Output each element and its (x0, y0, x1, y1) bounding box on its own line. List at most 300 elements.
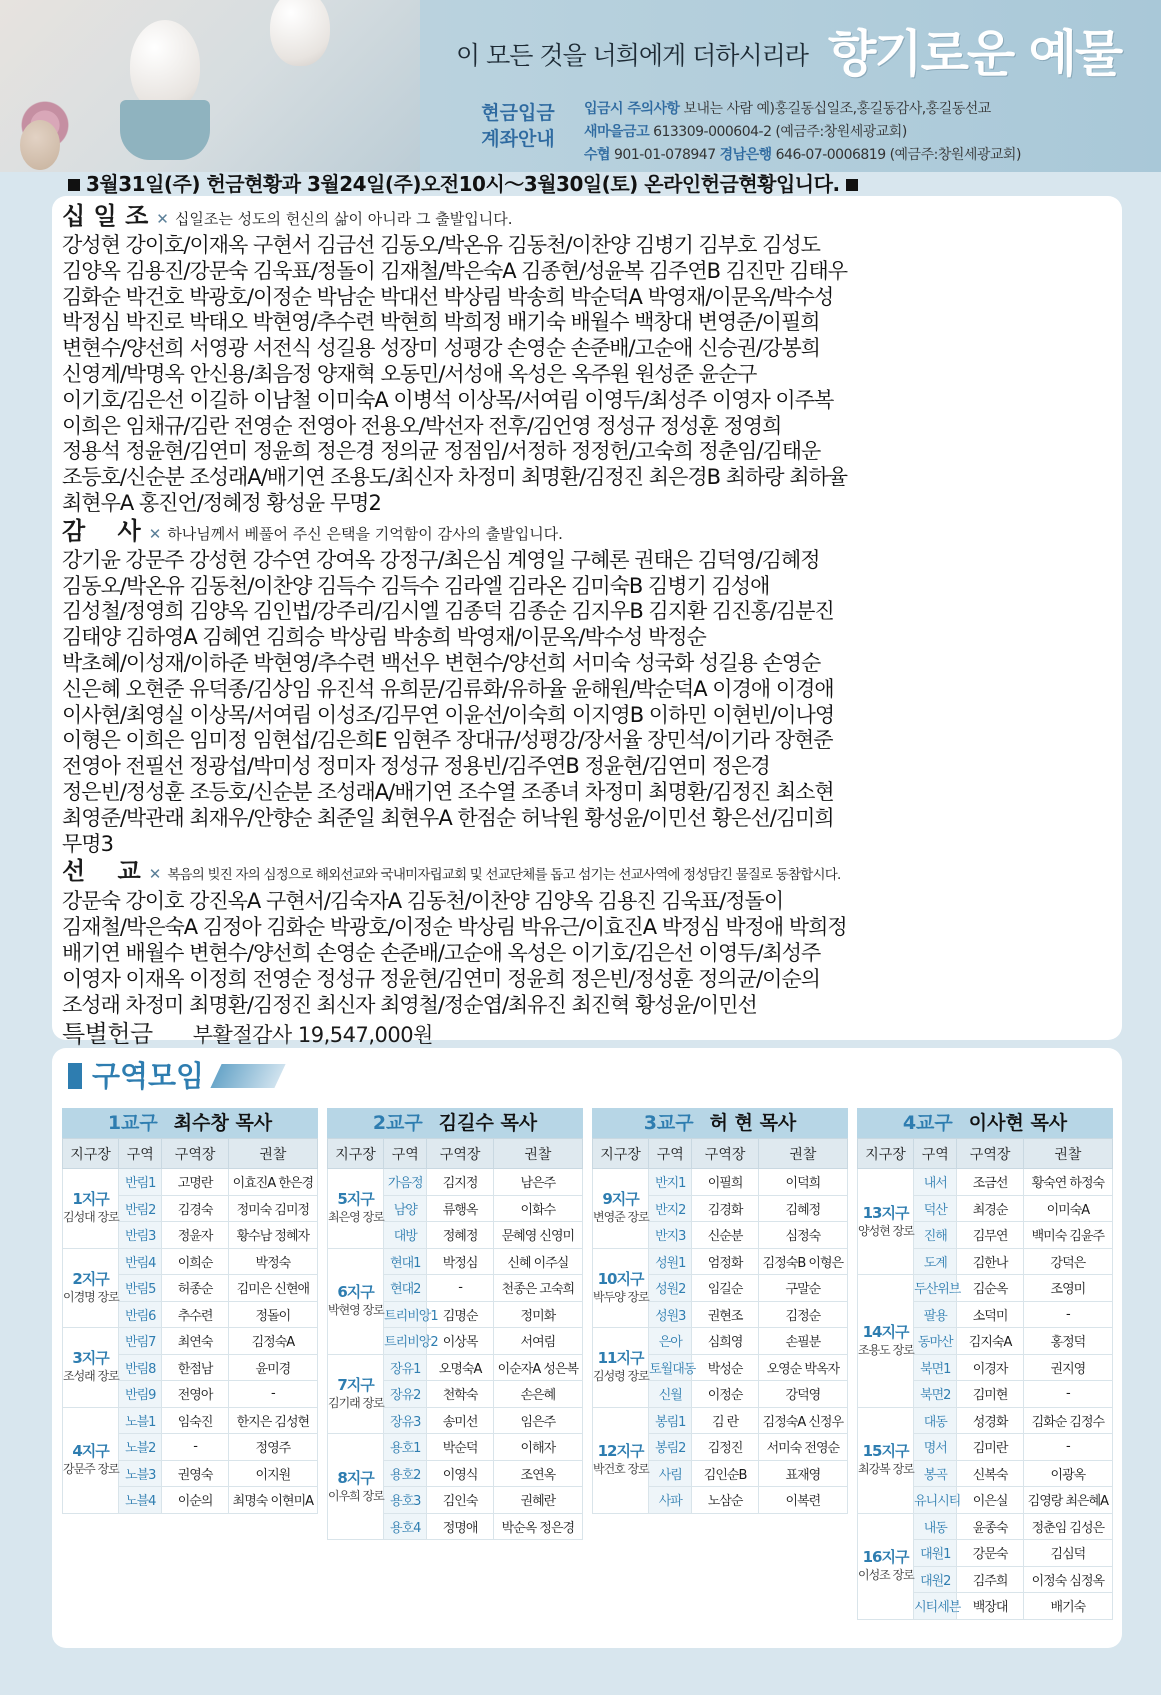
district-number: 3교구 (643, 1112, 694, 1134)
district-1 (62, 1108, 318, 1514)
group-name: 노블1 (119, 1407, 162, 1434)
group-name: 노블3 (119, 1460, 162, 1487)
column-header: 구역 (914, 1139, 957, 1169)
section-heading (62, 202, 1116, 233)
group-helper: 이해자 (493, 1434, 582, 1461)
group-name: 장유2 (384, 1381, 427, 1408)
group-leader: 김무연 (957, 1222, 1023, 1249)
group-helper: 김정숙B 이형은 (758, 1248, 847, 1275)
group-leader: 이희순 (162, 1248, 228, 1275)
group-helper: - (1023, 1381, 1112, 1408)
group-name: 성원2 (649, 1275, 692, 1302)
square-bullet-icon (846, 179, 858, 191)
section-note: 십일조는 성도의 헌신의 삶이 아니라 그 출발입니다. (174, 210, 513, 228)
group-helper: 조연옥 (493, 1460, 582, 1487)
header (0, 0, 1161, 172)
group-name: 용호3 (384, 1487, 427, 1514)
group-name: 반림7 (119, 1328, 162, 1355)
name-list: 강기윤 강문주 강성현 강수연 강여옥 강정구/최은심 계영일 구혜론 권태은 김덕영/김혜정 김동오/박온유 김동천/이찬양 김득수 김득수 김라엘 김라온 김미숙B 김병기 김성애 김성철/정영희 김양옥 김인법/강주리/김시엘 김종덕 김종순 김지우B 김지환 김진홍/김분진 김태양 김하영A 김혜연 김희승 박상림 박송희 박영재/이문옥/박수성 박정순 박초혜/이성재/이하준 박현영/추수련 백선우 변현수/양선희 서미숙 성국화 성길용 손영순 신은혜 오현준 유덕종/김상임 유진석 유희문/김류화/유하율 윤해원/박순덕A 이경애 이경애 이사현/최영실 이상목/서여림 이성조/김무연 이윤선/이숙희 이지영B 이하민 이현빈/이나영 이형은 이희은 임미정 임현섭/김은희E 임현주 장대규/성평강/장서율 장민석/이기라 장현준 전영아 전필선 정광섭/박미성 정미자 정성규 정용빈/김주연B 정윤현/김연미 정은경 정은빈/정성훈 조등호/신순분 조성래A/배기연 조수열 조종녀 차정미 최명환/김정진 최소현 최영준/박관래 최재우/안향순 최준일 최현우A 한점순 허낙원 황성윤/이민선 황은선/김미희 무명3 (62, 547, 835, 856)
group-helper: 손필분 (758, 1328, 847, 1355)
group-leader: - (162, 1434, 228, 1461)
group-leader: 천학숙 (427, 1381, 493, 1408)
group-leader: 최경순 (957, 1195, 1023, 1222)
group-meeting-section (52, 1048, 1122, 1648)
zone-cell (593, 1248, 649, 1328)
table-row (63, 1407, 318, 1434)
group-leader: 백장대 (957, 1593, 1023, 1620)
group-helper: 오영순 박옥자 (758, 1354, 847, 1381)
group-helper: 박순옥 정은경 (493, 1513, 582, 1540)
group-name: 토월대동 (649, 1354, 692, 1381)
district-pastor: 허 현 목사 (709, 1112, 797, 1134)
group-leader: 송미선 (427, 1407, 493, 1434)
district-4 (857, 1108, 1113, 1620)
group-name: 도계 (914, 1248, 957, 1275)
zone-cell (858, 1407, 914, 1513)
group-leader: 박성순 (692, 1354, 758, 1381)
title-bar-icon (68, 1063, 82, 1089)
zone-cell (328, 1354, 384, 1434)
zone-leader: 이경명 장로 (63, 1289, 119, 1304)
group-leader: 노삼순 (692, 1487, 758, 1514)
group-leader: 이정순 (692, 1381, 758, 1408)
group-name: 반림5 (119, 1275, 162, 1302)
group-helper: 구말순 (758, 1275, 847, 1302)
group-helper: 권지영 (1023, 1354, 1112, 1381)
group-name: 성원3 (649, 1301, 692, 1328)
zone-leader: 이우희 장로 (328, 1488, 384, 1503)
account-guide-title (472, 100, 564, 152)
group-name: 용호1 (384, 1434, 427, 1461)
group-helper: 강덕영 (758, 1381, 847, 1408)
table-row (328, 1434, 583, 1461)
group-helper: 윤미경 (228, 1354, 317, 1381)
zone-name: 13지구 (862, 1203, 909, 1222)
group-leader: 오명숙A (427, 1354, 493, 1381)
table-row (858, 1275, 1113, 1302)
column-header: 지구장 (328, 1139, 384, 1169)
column-header: 구역 (384, 1139, 427, 1169)
offering-banner (62, 168, 1098, 196)
column-header: 권찰 (228, 1139, 317, 1169)
zone-cell (858, 1275, 914, 1408)
title-ribbon-icon (210, 1064, 285, 1088)
group-name: 반림1 (119, 1169, 162, 1196)
zone-name: 15지구 (862, 1442, 909, 1460)
offering-list (52, 196, 1122, 1049)
bank-name: 수협 (584, 147, 611, 163)
group-helper: 김심덕 (1023, 1540, 1112, 1567)
group-helper: 신혜 이주실 (493, 1248, 582, 1275)
account-note (584, 98, 1021, 121)
column-header: 구역장 (427, 1139, 493, 1169)
district-number: 1교구 (107, 1112, 158, 1134)
group-name: 대원2 (914, 1566, 957, 1593)
group-leader: 권현조 (692, 1301, 758, 1328)
easter-egg-photo (0, 0, 420, 172)
section-note: 하나님께서 베풀어 주신 은택을 기억함이 감사의 출발입니다. (167, 524, 563, 543)
group-helper: 정영주 (228, 1434, 317, 1461)
group-name: 유니시티 (914, 1487, 957, 1514)
zone-leader: 박두양 장로 (593, 1289, 649, 1304)
group-leader: 이상목 (427, 1328, 493, 1355)
column-header: 구역장 (692, 1139, 758, 1169)
group-helper: 김정순 (758, 1301, 847, 1328)
column-header: 권찰 (493, 1139, 582, 1169)
group-helper: 조영미 (1023, 1275, 1112, 1302)
column-header: 구역 (649, 1139, 692, 1169)
district-header (62, 1108, 318, 1138)
column-header: 지구장 (593, 1139, 649, 1169)
zone-name: 10지구 (597, 1269, 644, 1288)
zone-leader: 김성대 장로 (63, 1210, 119, 1225)
special-offering (62, 1018, 1116, 1051)
group-helper: - (1023, 1301, 1112, 1328)
group-helper: - (228, 1381, 317, 1408)
group-helper: 이지원 (228, 1460, 317, 1487)
zone-leader: 강문주 장로 (63, 1462, 119, 1476)
section-heading (62, 857, 1116, 889)
table-row (593, 1169, 848, 1196)
group-name: 현대1 (384, 1248, 427, 1275)
group-leader: 김인순B (692, 1460, 758, 1487)
group-name: 진해 (914, 1222, 957, 1249)
group-helper: 김미은 신현애 (228, 1275, 317, 1302)
group-leader: 정윤자 (162, 1222, 228, 1249)
group-helper: 정미숙 김미정 (228, 1195, 317, 1222)
zone-name: 5지구 (337, 1190, 374, 1209)
table-row (63, 1328, 318, 1355)
table-row (593, 1248, 848, 1275)
district-table (592, 1138, 848, 1514)
group-leader: 김미란 (957, 1434, 1023, 1461)
group-leader: 이순의 (162, 1487, 228, 1514)
table-row (328, 1354, 583, 1381)
section-heading (62, 517, 1116, 548)
group-name: 성원1 (649, 1248, 692, 1275)
group-helper: 황숙연 하정숙 (1023, 1169, 1112, 1196)
group-helper: 배기숙 (1023, 1593, 1112, 1620)
group-name: 봉림2 (649, 1434, 692, 1461)
zone-leader: 김기래 장로 (328, 1395, 384, 1410)
group-helper: 김영랑 최은혜A (1023, 1487, 1112, 1514)
group-helper: 표재영 (758, 1460, 847, 1487)
group-helper: 백미숙 김윤주 (1023, 1222, 1112, 1249)
group-name: 북면2 (914, 1381, 957, 1408)
district-pastor: 김길수 목사 (438, 1112, 538, 1134)
zone-cell (593, 1328, 649, 1408)
zone-name: 4지구 (72, 1442, 109, 1460)
district-table (857, 1138, 1113, 1620)
group-name: 봉림1 (649, 1407, 692, 1434)
group-name: 용호4 (384, 1513, 427, 1540)
group-name: 은아 (649, 1328, 692, 1355)
cx-mark-icon: ✕ (156, 210, 169, 228)
zone-name: 16지구 (862, 1548, 909, 1566)
section-tithe (62, 202, 1116, 517)
group-leader: 임길순 (692, 1275, 758, 1302)
account-guide-title-line1: 현금입금 (481, 102, 555, 124)
group-leader: 김지숙A (957, 1328, 1023, 1355)
column-header: 권찰 (758, 1139, 847, 1169)
district-header (327, 1108, 583, 1138)
group-name: 반림3 (119, 1222, 162, 1249)
account-info (584, 98, 1021, 167)
district-pastor: 최수창 목사 (173, 1112, 273, 1134)
special-title: 특별헌금 (62, 1020, 153, 1049)
zone-leader: 변영준 장로 (593, 1210, 649, 1225)
group-helper: 이순자A 성은복 (493, 1354, 582, 1381)
bank-account: 901-01-078947 (614, 147, 716, 163)
group-meeting-title (68, 1054, 280, 1094)
zone-leader: 박현영 장로 (328, 1303, 384, 1317)
zone-leader: 최은영 장로 (328, 1210, 384, 1225)
group-helper: 김정숙A (228, 1328, 317, 1355)
group-helper: 황수남 정혜자 (228, 1222, 317, 1249)
egg-image (130, 20, 200, 112)
zone-cell (328, 1169, 384, 1249)
table-row (328, 1169, 583, 1196)
zone-cell (328, 1434, 384, 1540)
group-helper: 김화순 김정수 (1023, 1407, 1112, 1434)
group-name: 반림4 (119, 1248, 162, 1275)
group-leader: 고명란 (162, 1169, 228, 1196)
group-leader: 전영아 (162, 1381, 228, 1408)
district-header (592, 1108, 848, 1138)
egg-cup-image (120, 100, 210, 160)
group-helper: 이복련 (758, 1487, 847, 1514)
group-helper: 권혜란 (493, 1487, 582, 1514)
group-name: 봉곡 (914, 1460, 957, 1487)
group-leader: 이은실 (957, 1487, 1023, 1514)
group-leader: 엄정화 (692, 1248, 758, 1275)
group-helper: 박정숙 (228, 1248, 317, 1275)
account-bank-1 (584, 121, 1021, 144)
zone-name: 6지구 (337, 1283, 374, 1301)
group-name: 반림2 (119, 1195, 162, 1222)
table-row (63, 1248, 318, 1275)
group-helper: 이화수 (493, 1195, 582, 1222)
cx-mark-icon: ✕ (148, 524, 162, 543)
group-leader: 김인숙 (427, 1487, 493, 1514)
group-helper: 임은주 (493, 1407, 582, 1434)
group-name: 덕산 (914, 1195, 957, 1222)
group-leader: 신순분 (692, 1222, 758, 1249)
group-leader: 이필희 (692, 1169, 758, 1196)
column-header: 지구장 (63, 1139, 119, 1169)
zone-cell (858, 1169, 914, 1275)
zone-leader: 박건호 장로 (593, 1462, 649, 1476)
group-name: 트리비앙1 (384, 1301, 427, 1328)
group-helper: 이광옥 (1023, 1460, 1112, 1487)
group-name: 용호2 (384, 1460, 427, 1487)
table-row (858, 1169, 1113, 1196)
table-row (858, 1407, 1113, 1434)
group-leader: 신복숙 (957, 1460, 1023, 1487)
group-leader: 성경화 (957, 1407, 1023, 1434)
group-helper: 정미화 (493, 1301, 582, 1328)
group-name: 현대2 (384, 1275, 427, 1302)
group-name: 신월 (649, 1381, 692, 1408)
group-name: 반림8 (119, 1354, 162, 1381)
district-table (327, 1138, 583, 1540)
group-name: 내서 (914, 1169, 957, 1196)
group-name: 북면1 (914, 1354, 957, 1381)
zone-cell (63, 1169, 119, 1249)
group-name: 장유1 (384, 1354, 427, 1381)
zone-cell (328, 1248, 384, 1354)
zone-leader: 이성조 장로 (858, 1568, 914, 1582)
group-name: 대동 (914, 1407, 957, 1434)
group-name: 두산위브 (914, 1275, 957, 1302)
zone-leader: 양성현 장로 (858, 1223, 914, 1238)
group-helper: 홍정덕 (1023, 1328, 1112, 1355)
column-header: 권찰 (1023, 1139, 1112, 1169)
group-helper: 최명숙 이현미A (228, 1487, 317, 1514)
group-leader: 윤종숙 (957, 1513, 1023, 1540)
group-helper: 정돌이 (228, 1301, 317, 1328)
egg-image (270, 0, 330, 66)
group-name: 대원1 (914, 1540, 957, 1567)
group-name: 반지2 (649, 1195, 692, 1222)
district-3 (592, 1108, 848, 1514)
group-helper: 이미숙A (1023, 1195, 1112, 1222)
bank-account: 613309-000604-2 (예금주:창원세광교회) (653, 124, 907, 140)
group-helper: 서미숙 전영순 (758, 1434, 847, 1461)
group-leader: 박순덕 (427, 1434, 493, 1461)
group-name: 장유3 (384, 1407, 427, 1434)
table-row (593, 1328, 848, 1355)
group-helper: 이덕희 (758, 1169, 847, 1196)
group-helper: 서여림 (493, 1328, 582, 1355)
group-name: 시티세븐 (914, 1593, 957, 1620)
group-leader: 권영숙 (162, 1460, 228, 1487)
group-name: 노블4 (119, 1487, 162, 1514)
group-leader: 김지정 (427, 1169, 493, 1196)
bank-name: 새마을금고 (584, 124, 650, 140)
group-leader: 강문숙 (957, 1540, 1023, 1567)
district-header (857, 1108, 1113, 1138)
table-row (63, 1169, 318, 1196)
group-name: 반림9 (119, 1381, 162, 1408)
section-note: 복음의 빚진 자의 심정으로 해외선교와 국내미자립교회 및 선교단체를 돕고 섬기는 선교사역에 정성담긴 물질로 동참합시다. (167, 867, 841, 884)
name-list: 강성현 강이호/이재옥 구현서 김금선 김동오/박온유 김동천/이찬양 김병기 김부호 김성도 김양옥 김용진/강문숙 김욱표/정돌이 김재철/박은숙A 김종현/성윤복 김주연B 김진만 김태우 김화순 박건호 박광호/이정순 박남순 박대선 박상림 박송희 박순덕A 박영재/이문옥/박수성 박정심 박진로 박태오 박현영/추수련 박현희 박희정 배기숙 배월수 백창대 변영준/이필희 변현수/양선희 서영광 서전식 성길용 성장미 성평강 손영순 손준배/고순애 신승권/강봉희 신영계/박명옥 안신용/최음정 양재혁 오동민/서성애 옥성은 옥주원 원성준 윤순구 이기호/김은선 이길하 이남철 이미숙A 이병석 이상목/서여림 이영두/최성주 이영자 이주복 이희은 임채규/김란 전영순 전영아 전용오/박선자 전후/김언영 정성규 정성훈 정영희 정용석 정윤현/김연미 정윤희 정은경 정의균 정점임/서정하 정정헌/고숙희 정춘임/김태운 조등호/신순분 조성래A/배기연 조용도/최신자 차정미 최명환/김정진 최은경B 최하랑 최하율 최현우A 홍진언/정혜정 황성윤 무명2 (62, 233, 848, 515)
group-leader: 허종순 (162, 1275, 228, 1302)
table-row (858, 1513, 1113, 1540)
district-number: 2교구 (372, 1112, 423, 1134)
account-guide-title-line2: 계좌안내 (481, 128, 555, 150)
group-helper: 심정숙 (758, 1222, 847, 1249)
zone-leader: 조용도 장로 (858, 1342, 914, 1357)
table-row (593, 1407, 848, 1434)
zone-name: 2지구 (72, 1269, 109, 1288)
group-helper: 정춘임 김성은 (1023, 1513, 1112, 1540)
column-header: 구역장 (957, 1139, 1023, 1169)
table-row (328, 1248, 583, 1275)
group-leader: 김한나 (957, 1248, 1023, 1275)
group-name: 반지1 (649, 1169, 692, 1196)
group-name: 반림6 (119, 1301, 162, 1328)
zone-name: 8지구 (337, 1468, 374, 1487)
zone-name: 9지구 (602, 1190, 639, 1209)
bank-account: 646-07-0006819 (예금주:창원세광교회) (775, 147, 1021, 163)
column-header: 구역장 (162, 1139, 228, 1169)
zone-cell (858, 1513, 914, 1619)
group-name: 사파 (649, 1487, 692, 1514)
zone-leader: 조성래 장로 (63, 1369, 119, 1384)
group-name: 명서 (914, 1434, 957, 1461)
column-header: 지구장 (858, 1139, 914, 1169)
group-leader: 김주희 (957, 1566, 1023, 1593)
section-title: 선 교 (62, 857, 141, 886)
banner-text: 3월31일(주) 헌금현황과 3월24일(주)오전10시～3월30일(토) 온라인헌금현황입니다. (86, 172, 840, 196)
group-title-text: 구역모임 (92, 1059, 205, 1093)
group-leader: 정명애 (427, 1513, 493, 1540)
group-helper: - (1023, 1434, 1112, 1461)
group-leader: 조금선 (957, 1169, 1023, 1196)
district-pastor: 이사현 목사 (968, 1112, 1068, 1134)
group-leader: 최연숙 (162, 1328, 228, 1355)
group-leader: 소덕미 (957, 1301, 1023, 1328)
group-name: 노블2 (119, 1434, 162, 1461)
group-leader: 추수련 (162, 1301, 228, 1328)
zone-name: 7지구 (337, 1375, 374, 1394)
group-name: 대방 (384, 1222, 427, 1249)
group-helper: 천종은 고숙희 (493, 1275, 582, 1302)
group-leader: 심희영 (692, 1328, 758, 1355)
zone-name: 14지구 (862, 1322, 909, 1341)
zone-cell (593, 1169, 649, 1249)
group-leader: 박정심 (427, 1248, 493, 1275)
section-title: 십 일 조 (62, 202, 149, 230)
account-note-text: 보내는 사람 예)홍길동십일조,홍길동감사,홍길동선교 (683, 101, 991, 117)
group-leader: 이경자 (957, 1354, 1023, 1381)
group-name: 사림 (649, 1460, 692, 1487)
bank-name: 경남은행 (719, 147, 772, 163)
group-helper: 강덕은 (1023, 1248, 1112, 1275)
group-helper: 손은혜 (493, 1381, 582, 1408)
group-leader: 김경화 (692, 1195, 758, 1222)
group-leader: 한점남 (162, 1354, 228, 1381)
group-leader: 김미현 (957, 1381, 1023, 1408)
group-leader: 김 란 (692, 1407, 758, 1434)
section-thanks (62, 517, 1116, 858)
group-helper: 김혜정 (758, 1195, 847, 1222)
group-leader: 김경숙 (162, 1195, 228, 1222)
group-leader: 김정진 (692, 1434, 758, 1461)
district-table (62, 1138, 318, 1514)
quail-egg-image (20, 120, 60, 170)
group-name: 남양 (384, 1195, 427, 1222)
group-helper: 이효진A 한은경 (228, 1169, 317, 1196)
header-brand-title: 향기로운 예물 (828, 24, 1122, 83)
zone-leader: 김성령 장로 (593, 1369, 649, 1384)
group-name: 내동 (914, 1513, 957, 1540)
zone-cell (593, 1407, 649, 1513)
district-2 (327, 1108, 583, 1540)
square-bullet-icon (68, 179, 80, 191)
zone-name: 11지구 (597, 1349, 644, 1368)
cx-mark-icon: ✕ (148, 865, 162, 884)
group-leader: 이영식 (427, 1460, 493, 1487)
name-list: 강문숙 강이호 강진옥A 구현서/김숙자A 김동천/이찬양 김양옥 김용진 김욱표/정돌이 김재철/박은숙A 김정아 김화순 박광호/이정순 박상림 박유근/이효진A 박정심 박정애 박희정 배기연 배월수 변현수/양선희 손영순 손준배/고순애 옥성은 이기호/김은선 이영두/최성주 이영자 이재옥 이정희 전영순 정성규 정윤현/김연미 정윤희 정은빈/정성훈 정의균/이순의 조성래 차정미 최명환/김정진 최신자 최영철/정순엽/최유진 최진혁 황성윤/이민선 (62, 889, 847, 1017)
section-mission (62, 857, 1116, 1018)
district-number: 4교구 (902, 1112, 953, 1134)
group-name: 가음정 (384, 1169, 427, 1196)
group-name: 트리비앙2 (384, 1328, 427, 1355)
group-name: 반지3 (649, 1222, 692, 1249)
special-text: 부활절감사 19,547,000원 (192, 1023, 433, 1048)
